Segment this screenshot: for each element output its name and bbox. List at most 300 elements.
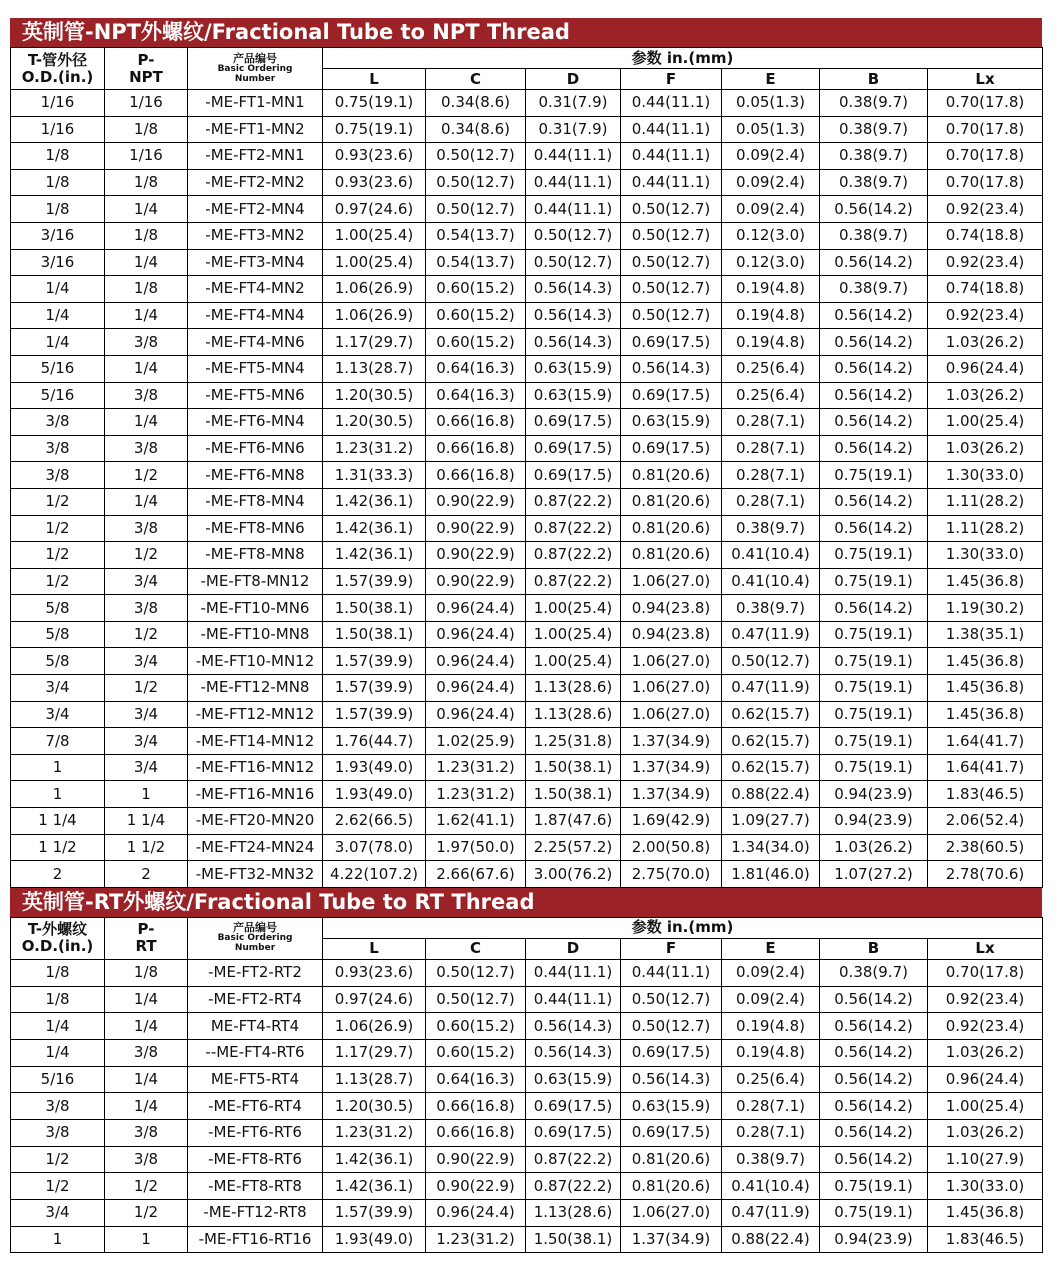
lx-cell: 0.70(17.8) — [928, 143, 1043, 170]
table-row — [11, 169, 1043, 196]
ordering-number-cell: -ME-FT12-RT8 — [188, 1200, 323, 1227]
ordering-number-cell: -ME-FT5-MN6 — [188, 382, 323, 409]
e-cell: 0.09(2.4) — [722, 986, 820, 1013]
tube-od-cell: 1/2 — [11, 1173, 105, 1200]
lx-cell: 1.03(26.2) — [928, 329, 1043, 356]
lx-cell: 1.03(26.2) — [928, 1039, 1043, 1066]
ordering-number-cell: -ME-FT32-MN32 — [188, 861, 323, 888]
c-cell: 1.97(50.0) — [426, 834, 526, 861]
tube-od-cell: 3/16 — [11, 222, 105, 249]
c-cell: 0.50(12.7) — [426, 169, 526, 196]
c-cell: 0.54(13.7) — [426, 249, 526, 276]
f-cell: 0.56(14.3) — [621, 355, 722, 382]
f-cell: 0.50(12.7) — [621, 986, 722, 1013]
e-cell: 1.34(34.0) — [722, 834, 820, 861]
l-cell: 1.00(25.4) — [323, 222, 426, 249]
e-cell: 0.28(7.1) — [722, 1093, 820, 1120]
e-cell: 0.09(2.4) — [722, 196, 820, 223]
tube-od-cell: 1/16 — [11, 116, 105, 143]
e-cell: 0.62(15.7) — [722, 701, 820, 728]
b-cell: 0.56(14.2) — [820, 1013, 928, 1040]
d-cell: 1.00(25.4) — [526, 648, 621, 675]
l-cell: 1.42(36.1) — [323, 1146, 426, 1173]
thread-cell: 1/4 — [105, 196, 188, 223]
b-cell: 0.56(14.2) — [820, 302, 928, 329]
tube-od-cell: 1/4 — [11, 276, 105, 303]
l-cell: 1.57(39.9) — [323, 648, 426, 675]
tube-od-cell: 3/8 — [11, 1093, 105, 1120]
l-cell: 1.06(26.9) — [323, 1013, 426, 1040]
d-cell: 0.44(11.1) — [526, 196, 621, 223]
lx-cell: 1.83(46.5) — [928, 781, 1043, 808]
tube-od-cell: 1 — [11, 754, 105, 781]
f-cell: 1.69(42.9) — [621, 808, 722, 835]
table-row — [11, 90, 1043, 117]
b-cell: 0.56(14.2) — [820, 329, 928, 356]
c-cell: 0.50(12.7) — [426, 959, 526, 986]
d-cell: 0.63(15.9) — [526, 1066, 621, 1093]
npt-table-body — [11, 90, 1043, 888]
e-cell: 0.62(15.7) — [722, 728, 820, 755]
header-col-d: D — [526, 69, 621, 90]
c-cell: 0.50(12.7) — [426, 196, 526, 223]
thread-cell: 1 1/4 — [105, 808, 188, 835]
d-cell: 0.69(17.5) — [526, 462, 621, 489]
e-cell: 0.28(7.1) — [722, 435, 820, 462]
b-cell: 0.75(19.1) — [820, 621, 928, 648]
e-cell: 0.05(1.3) — [722, 90, 820, 117]
d-cell: 0.87(22.2) — [526, 1173, 621, 1200]
c-cell: 0.64(16.3) — [426, 1066, 526, 1093]
l-cell: 1.93(49.0) — [323, 754, 426, 781]
section-title-npt: 英制管-NPT外螺纹/Fractional Tube to NPT Thread — [10, 18, 1042, 47]
ordering-number-cell: -ME-FT3-MN4 — [188, 249, 323, 276]
tube-od-cell: 1/2 — [11, 568, 105, 595]
l-cell: 0.93(23.6) — [323, 143, 426, 170]
c-cell: 0.90(22.9) — [426, 1173, 526, 1200]
e-cell: 0.47(11.9) — [722, 621, 820, 648]
c-cell: 0.66(16.8) — [426, 1119, 526, 1146]
tube-od-cell: 1 — [11, 781, 105, 808]
l-cell: 1.42(36.1) — [323, 488, 426, 515]
e-cell: 0.41(10.4) — [722, 1173, 820, 1200]
table-row — [11, 462, 1043, 489]
d-cell: 0.69(17.5) — [526, 1093, 621, 1120]
b-cell: 0.94(23.9) — [820, 808, 928, 835]
thread-cell: 1/4 — [105, 409, 188, 436]
lx-cell: 0.70(17.8) — [928, 116, 1043, 143]
b-cell: 0.56(14.2) — [820, 1146, 928, 1173]
f-cell: 0.56(14.3) — [621, 1066, 722, 1093]
thread-cell: 1/2 — [105, 542, 188, 569]
l-cell: 1.57(39.9) — [323, 701, 426, 728]
ordering-number-cell: -ME-FT14-MN12 — [188, 728, 323, 755]
thread-cell: 1/4 — [105, 488, 188, 515]
tube-od-cell: 1 1/2 — [11, 834, 105, 861]
d-cell: 0.44(11.1) — [526, 959, 621, 986]
thread-cell: 1/4 — [105, 302, 188, 329]
b-cell: 0.75(19.1) — [820, 728, 928, 755]
lx-cell: 1.30(33.0) — [928, 542, 1043, 569]
d-cell: 1.87(47.6) — [526, 808, 621, 835]
tube-od-cell: 1/2 — [11, 488, 105, 515]
e-cell: 0.05(1.3) — [722, 116, 820, 143]
e-cell: 0.38(9.7) — [722, 515, 820, 542]
d-cell: 0.56(14.3) — [526, 1039, 621, 1066]
b-cell: 0.75(19.1) — [820, 675, 928, 702]
l-cell: 1.42(36.1) — [323, 542, 426, 569]
lx-cell: 1.64(41.7) — [928, 728, 1043, 755]
table-row — [11, 621, 1043, 648]
f-cell: 1.06(27.0) — [621, 568, 722, 595]
rt-table-body — [11, 959, 1043, 1253]
lx-cell: 1.03(26.2) — [928, 382, 1043, 409]
d-cell: 0.87(22.2) — [526, 515, 621, 542]
e-cell: 0.12(3.0) — [722, 222, 820, 249]
lx-cell: 1.45(36.8) — [928, 648, 1043, 675]
b-cell: 0.75(19.1) — [820, 1173, 928, 1200]
c-cell: 0.54(13.7) — [426, 222, 526, 249]
ordering-number-cell: -ME-FT12-MN12 — [188, 701, 323, 728]
c-cell: 1.02(25.9) — [426, 728, 526, 755]
e-cell: 0.09(2.4) — [722, 169, 820, 196]
lx-cell: 1.64(41.7) — [928, 754, 1043, 781]
lx-cell: 0.70(17.8) — [928, 169, 1043, 196]
c-cell: 1.23(31.2) — [426, 781, 526, 808]
header-ordering-number — [188, 917, 323, 959]
b-cell: 0.75(19.1) — [820, 701, 928, 728]
e-cell: 0.19(4.8) — [722, 302, 820, 329]
f-cell: 0.69(17.5) — [621, 329, 722, 356]
c-cell: 0.50(12.7) — [426, 986, 526, 1013]
c-cell: 0.90(22.9) — [426, 568, 526, 595]
thread-cell: 1/2 — [105, 1200, 188, 1227]
tube-od-cell: 1/8 — [11, 196, 105, 223]
d-cell: 1.00(25.4) — [526, 621, 621, 648]
b-cell: 0.56(14.2) — [820, 435, 928, 462]
c-cell: 0.60(15.2) — [426, 329, 526, 356]
l-cell: 3.07(78.0) — [323, 834, 426, 861]
header-ordering-line3: Number — [234, 943, 276, 954]
lx-cell: 0.92(23.4) — [928, 986, 1043, 1013]
e-cell: 0.62(15.7) — [722, 754, 820, 781]
table-row — [11, 701, 1043, 728]
lx-cell: 1.11(28.2) — [928, 488, 1043, 515]
e-cell: 0.38(9.7) — [722, 595, 820, 622]
d-cell: 0.56(14.3) — [526, 329, 621, 356]
d-cell: 0.63(15.9) — [526, 382, 621, 409]
header-col-c: C — [426, 69, 526, 90]
header-ordering-number — [188, 48, 323, 90]
c-cell: 0.96(24.4) — [426, 621, 526, 648]
table-row — [11, 1013, 1043, 1040]
table-row — [11, 648, 1043, 675]
e-cell: 0.12(3.0) — [722, 249, 820, 276]
ordering-number-cell: --ME-FT4-RT6 — [188, 1039, 323, 1066]
table-row — [11, 808, 1043, 835]
l-cell: 0.93(23.6) — [323, 959, 426, 986]
e-cell: 0.19(4.8) — [722, 1039, 820, 1066]
f-cell: 0.44(11.1) — [621, 143, 722, 170]
l-cell: 1.20(30.5) — [323, 1093, 426, 1120]
f-cell: 0.69(17.5) — [621, 382, 722, 409]
d-cell: 0.44(11.1) — [526, 986, 621, 1013]
f-cell: 0.50(12.7) — [621, 276, 722, 303]
l-cell: 1.06(26.9) — [323, 302, 426, 329]
table-row — [11, 1039, 1043, 1066]
l-cell: 1.93(49.0) — [323, 1226, 426, 1253]
c-cell: 0.66(16.8) — [426, 462, 526, 489]
l-cell: 1.13(28.7) — [323, 1066, 426, 1093]
l-cell: 1.42(36.1) — [323, 1173, 426, 1200]
ordering-number-cell: -ME-FT16-RT16 — [188, 1226, 323, 1253]
tube-od-cell: 1/4 — [11, 302, 105, 329]
b-cell: 0.75(19.1) — [820, 568, 928, 595]
npt-table — [10, 47, 1043, 888]
lx-cell: 1.00(25.4) — [928, 1093, 1043, 1120]
lx-cell: 2.78(70.6) — [928, 861, 1043, 888]
header-tube-od-line2: O.D.(in.) — [21, 937, 94, 956]
ordering-number-cell: ME-FT4-RT4 — [188, 1013, 323, 1040]
ordering-number-cell: -ME-FT2-RT2 — [188, 959, 323, 986]
b-cell: 0.75(19.1) — [820, 1200, 928, 1227]
b-cell: 0.94(23.9) — [820, 1226, 928, 1253]
header-col-lx: Lx — [928, 938, 1043, 959]
header-pipe-thread — [105, 917, 188, 959]
tube-od-cell: 1/2 — [11, 542, 105, 569]
d-cell: 0.69(17.5) — [526, 409, 621, 436]
f-cell: 0.94(23.8) — [621, 595, 722, 622]
d-cell: 0.31(7.9) — [526, 116, 621, 143]
thread-cell: 2 — [105, 861, 188, 888]
l-cell: 1.17(29.7) — [323, 329, 426, 356]
thread-cell: 1/8 — [105, 222, 188, 249]
ordering-number-cell: -ME-FT6-MN4 — [188, 409, 323, 436]
l-cell: 1.50(38.1) — [323, 595, 426, 622]
l-cell: 1.20(30.5) — [323, 409, 426, 436]
f-cell: 0.81(20.6) — [621, 488, 722, 515]
l-cell: 1.57(39.9) — [323, 1200, 426, 1227]
e-cell: 0.25(6.4) — [722, 355, 820, 382]
thread-cell: 3/8 — [105, 1039, 188, 1066]
c-cell: 0.50(12.7) — [426, 143, 526, 170]
l-cell: 0.97(24.6) — [323, 196, 426, 223]
l-cell: 0.75(19.1) — [323, 90, 426, 117]
f-cell: 2.75(70.0) — [621, 861, 722, 888]
thread-cell: 3/8 — [105, 1119, 188, 1146]
tube-od-cell: 1/4 — [11, 329, 105, 356]
f-cell: 0.81(20.6) — [621, 1173, 722, 1200]
e-cell: 0.28(7.1) — [722, 1119, 820, 1146]
f-cell: 0.50(12.7) — [621, 249, 722, 276]
e-cell: 0.28(7.1) — [722, 409, 820, 436]
e-cell: 1.09(27.7) — [722, 808, 820, 835]
thread-cell: 1/16 — [105, 90, 188, 117]
lx-cell: 1.19(30.2) — [928, 595, 1043, 622]
b-cell: 0.56(14.2) — [820, 1093, 928, 1120]
f-cell: 0.94(23.8) — [621, 621, 722, 648]
table-row — [11, 515, 1043, 542]
ordering-number-cell: -ME-FT8-RT6 — [188, 1146, 323, 1173]
thread-cell: 1/4 — [105, 1093, 188, 1120]
tube-od-cell: 5/16 — [11, 382, 105, 409]
header-col-e: E — [722, 69, 820, 90]
e-cell: 0.25(6.4) — [722, 382, 820, 409]
header-tube-od-line2: O.D.(in.) — [21, 67, 94, 86]
c-cell: 1.23(31.2) — [426, 754, 526, 781]
table-row — [11, 595, 1043, 622]
f-cell: 0.81(20.6) — [621, 1146, 722, 1173]
table-row — [11, 143, 1043, 170]
l-cell: 0.75(19.1) — [323, 116, 426, 143]
thread-cell: 1/8 — [105, 276, 188, 303]
d-cell: 1.50(38.1) — [526, 754, 621, 781]
tube-od-cell: 3/4 — [11, 1200, 105, 1227]
table-row — [11, 1093, 1043, 1120]
tube-od-cell: 1/4 — [11, 1013, 105, 1040]
table-row — [11, 116, 1043, 143]
tube-od-cell: 5/8 — [11, 621, 105, 648]
c-cell: 0.66(16.8) — [426, 1093, 526, 1120]
d-cell: 0.87(22.2) — [526, 1146, 621, 1173]
ordering-number-cell: -ME-FT6-RT4 — [188, 1093, 323, 1120]
b-cell: 0.56(14.2) — [820, 515, 928, 542]
tube-od-cell: 1/16 — [11, 90, 105, 117]
b-cell: 0.38(9.7) — [820, 222, 928, 249]
b-cell: 0.38(9.7) — [820, 959, 928, 986]
f-cell: 0.63(15.9) — [621, 1093, 722, 1120]
b-cell: 0.56(14.2) — [820, 595, 928, 622]
lx-cell: 1.03(26.2) — [928, 1119, 1043, 1146]
e-cell: 0.19(4.8) — [722, 276, 820, 303]
ordering-number-cell: -ME-FT5-MN4 — [188, 355, 323, 382]
ordering-number-cell: -ME-FT16-MN16 — [188, 781, 323, 808]
lx-cell: 1.45(36.8) — [928, 568, 1043, 595]
table-row — [11, 781, 1043, 808]
thread-cell: 3/8 — [105, 435, 188, 462]
tube-od-cell: 1 — [11, 1226, 105, 1253]
l-cell: 1.06(26.9) — [323, 276, 426, 303]
e-cell: 1.81(46.0) — [722, 861, 820, 888]
f-cell: 0.50(12.7) — [621, 1013, 722, 1040]
lx-cell: 1.30(33.0) — [928, 1173, 1043, 1200]
table-row — [11, 861, 1043, 888]
e-cell: 0.09(2.4) — [722, 959, 820, 986]
l-cell: 1.31(33.3) — [323, 462, 426, 489]
tube-od-cell: 5/8 — [11, 595, 105, 622]
header-tube-od-line1: T-外螺纹 — [27, 920, 88, 939]
ordering-number-cell: -ME-FT20-MN20 — [188, 808, 323, 835]
section-title-rt: 英制管-RT外螺纹/Fractional Tube to RT Thread — [10, 888, 1042, 917]
c-cell: 0.66(16.8) — [426, 409, 526, 436]
f-cell: 1.06(27.0) — [621, 1200, 722, 1227]
l-cell: 1.13(28.7) — [323, 355, 426, 382]
d-cell: 1.25(31.8) — [526, 728, 621, 755]
b-cell: 0.38(9.7) — [820, 90, 928, 117]
lx-cell: 0.92(23.4) — [928, 302, 1043, 329]
table-row — [11, 1226, 1043, 1253]
thread-cell: 1 1/2 — [105, 834, 188, 861]
l-cell: 1.23(31.2) — [323, 1119, 426, 1146]
table-row — [11, 355, 1043, 382]
lx-cell: 1.45(36.8) — [928, 701, 1043, 728]
table-row — [11, 542, 1043, 569]
table-row — [11, 754, 1043, 781]
d-cell: 1.00(25.4) — [526, 595, 621, 622]
lx-cell: 1.03(26.2) — [928, 435, 1043, 462]
lx-cell: 2.38(60.5) — [928, 834, 1043, 861]
header-pipe-thread-line1: P- — [137, 920, 155, 939]
ordering-number-cell: -ME-FT1-MN1 — [188, 90, 323, 117]
c-cell: 0.96(24.4) — [426, 675, 526, 702]
header-col-b: B — [820, 69, 928, 90]
header-pipe-thread-line2: NPT — [129, 67, 163, 86]
b-cell: 0.94(23.9) — [820, 781, 928, 808]
tube-od-cell: 1/8 — [11, 169, 105, 196]
thread-cell: 3/4 — [105, 568, 188, 595]
table-row — [11, 488, 1043, 515]
e-cell: 0.28(7.1) — [722, 462, 820, 489]
b-cell: 0.56(14.2) — [820, 249, 928, 276]
lx-cell: 1.45(36.8) — [928, 675, 1043, 702]
table-row — [11, 728, 1043, 755]
e-cell: 0.19(4.8) — [722, 329, 820, 356]
c-cell: 0.60(15.2) — [426, 276, 526, 303]
c-cell: 0.96(24.4) — [426, 595, 526, 622]
lx-cell: 1.83(46.5) — [928, 1226, 1043, 1253]
thread-cell: 1/2 — [105, 1173, 188, 1200]
thread-cell: 1/4 — [105, 1066, 188, 1093]
thread-cell: 1/4 — [105, 355, 188, 382]
c-cell: 0.90(22.9) — [426, 515, 526, 542]
d-cell: 1.50(38.1) — [526, 781, 621, 808]
lx-cell: 0.74(18.8) — [928, 222, 1043, 249]
ordering-number-cell: -ME-FT8-RT8 — [188, 1173, 323, 1200]
f-cell: 0.81(20.6) — [621, 515, 722, 542]
header-ordering-line2: Basic Ordering — [217, 933, 293, 944]
d-cell: 1.50(38.1) — [526, 1226, 621, 1253]
l-cell: 1.76(44.7) — [323, 728, 426, 755]
lx-cell: 1.11(28.2) — [928, 515, 1043, 542]
l-cell: 1.20(30.5) — [323, 382, 426, 409]
f-cell: 0.50(12.7) — [621, 196, 722, 223]
b-cell: 0.75(19.1) — [820, 542, 928, 569]
header-ordering-line3: Number — [234, 73, 276, 84]
l-cell: 1.93(49.0) — [323, 781, 426, 808]
b-cell: 1.03(26.2) — [820, 834, 928, 861]
e-cell: 0.47(11.9) — [722, 675, 820, 702]
lx-cell: 0.96(24.4) — [928, 1066, 1043, 1093]
tube-od-cell: 3/8 — [11, 462, 105, 489]
ordering-number-cell: -ME-FT24-MN24 — [188, 834, 323, 861]
f-cell: 0.44(11.1) — [621, 90, 722, 117]
e-cell: 0.88(22.4) — [722, 781, 820, 808]
header-ordering-line2: Basic Ordering — [217, 63, 293, 74]
thread-cell: 3/4 — [105, 701, 188, 728]
thread-cell: 1/4 — [105, 986, 188, 1013]
header-ordering-line1: 产品编号 — [233, 51, 277, 65]
b-cell: 0.56(14.2) — [820, 196, 928, 223]
table-row — [11, 302, 1043, 329]
f-cell: 2.00(50.8) — [621, 834, 722, 861]
b-cell: 1.07(27.2) — [820, 861, 928, 888]
thread-cell: 1 — [105, 1226, 188, 1253]
thread-cell: 3/8 — [105, 382, 188, 409]
b-cell: 0.38(9.7) — [820, 143, 928, 170]
d-cell: 0.63(15.9) — [526, 355, 621, 382]
ordering-number-cell: -ME-FT4-MN2 — [188, 276, 323, 303]
tube-od-cell: 1/8 — [11, 986, 105, 1013]
